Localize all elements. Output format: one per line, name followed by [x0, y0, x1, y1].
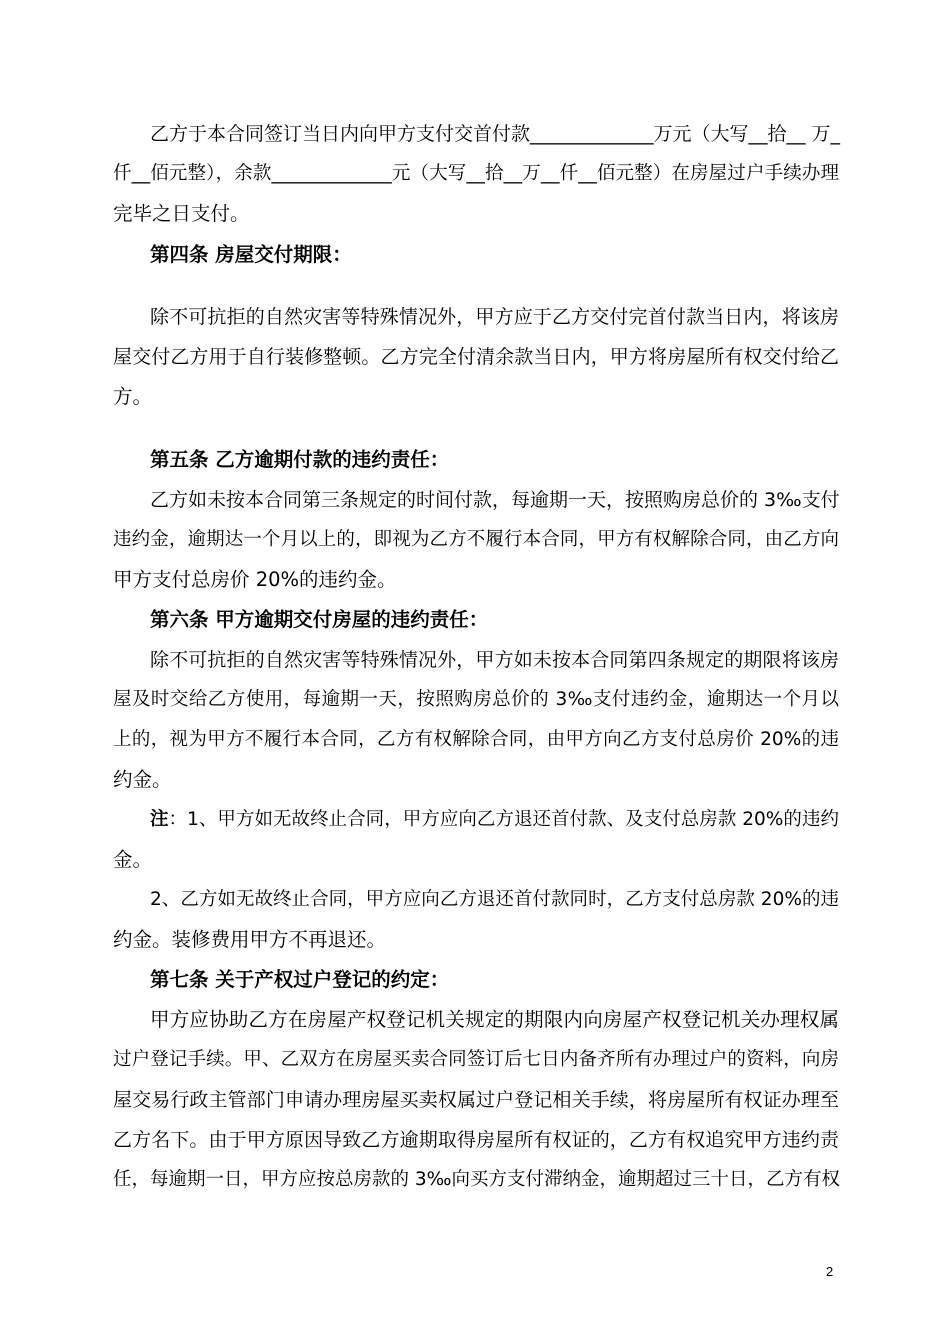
article-5-heading: 第五条 乙方逾期付款的违约责任： [150, 448, 450, 471]
article-7-line-5: 任，每逾期一日，甲方应按总房款的 3‰向买方支付滞纳金，逾期超过三十日，乙方有权 [113, 1169, 840, 1190]
article-5-line-2: 违约金，逾期达一个月以上的，即视为乙方不履行本合同，甲方有权解除合同，由乙方向 [113, 529, 839, 550]
note-line-2: 金。 [113, 848, 153, 871]
article-4-line-3: 方。 [113, 385, 153, 408]
article-7-line-3: 屋交易行政主管部门申请办理房屋买卖权属过户登记相关手续，将房屋所有权证办理至 [113, 1089, 839, 1111]
article-5-line-1: 乙方如未按本合同第三条规定的时间付款，每逾期一天，按照购房总价的 3‰支付 [150, 489, 840, 511]
article-6-line-1: 除不可抗拒的自然灾害等特殊情况外，甲方如未按本合同第四条规定的期限将该房 [150, 649, 839, 671]
page-number: 2 [826, 1264, 834, 1279]
note-text: ：1、甲方如无故终止合同，甲方应向乙方退还首付款、及支付总房款 20%的违约 [168, 809, 839, 830]
article-7-line-2: 过户登记手续。甲、乙双方在房屋买卖合同签订后七日内备齐所有办理过户的资料，向房 [113, 1049, 839, 1070]
note-label: 注 [150, 809, 169, 830]
article-6-heading: 第六条 甲方逾期交付房屋的违约责任： [150, 608, 489, 631]
article-4-heading: 第四条 房屋交付期限： [150, 243, 352, 266]
article-4-line-1: 除不可抗拒的自然灾害等特殊情况外，甲方应于乙方交付完首付款当日内，将该房 [150, 306, 839, 328]
article-7-heading: 第七条 关于产权过户登记的约定： [150, 968, 450, 991]
article-7-line-1: 甲方应协助乙方在房屋产权登记机关规定的期限内向房屋产权登记机关办理权属 [150, 1008, 839, 1031]
note-2-line-2: 约金。装修费用甲方不再退还。 [113, 928, 387, 951]
payment-paragraph-line-3: 完毕之日支付。 [113, 202, 250, 225]
note-2-line-1: 2、乙方如无故终止合同，甲方应向乙方退还首付款同时，乙方支付总房款 20%的违 [150, 889, 839, 910]
article-5-line-3: 甲方支付总房价 20%的违约金。 [113, 568, 397, 591]
payment-paragraph-line-1: 乙方于本合同签订当日内向甲方支付交首付款_____________万元（大写__拾__ 万_ [150, 123, 841, 145]
article-6-line-4: 约金。 [113, 768, 172, 791]
article-6-line-3: 上的，视为甲方不履行本合同，乙方有权解除合同，由甲方向乙方支付总房价 20%的违 [113, 729, 839, 750]
article-4-line-2: 屋交付乙方用于自行装修整顿。乙方完全付清余款当日内，甲方将房屋所有权交付给乙 [113, 346, 839, 368]
article-7-line-4: 乙方名下。由于甲方原因导致乙方逾期取得房屋所有权证的，乙方有权追究甲方违约责 [113, 1129, 839, 1151]
article-6-line-2: 屋及时交给乙方使用，每逾期一天，按照购房总价的 3‰支付违约金，逾期达一个月以 [113, 689, 839, 710]
payment-paragraph-line-2: 仟__佰元整），余款_____________元（大写__拾__万__仟__佰元整）在房屋过户手续办理 [113, 163, 839, 184]
note-line-1 [150, 806, 839, 834]
